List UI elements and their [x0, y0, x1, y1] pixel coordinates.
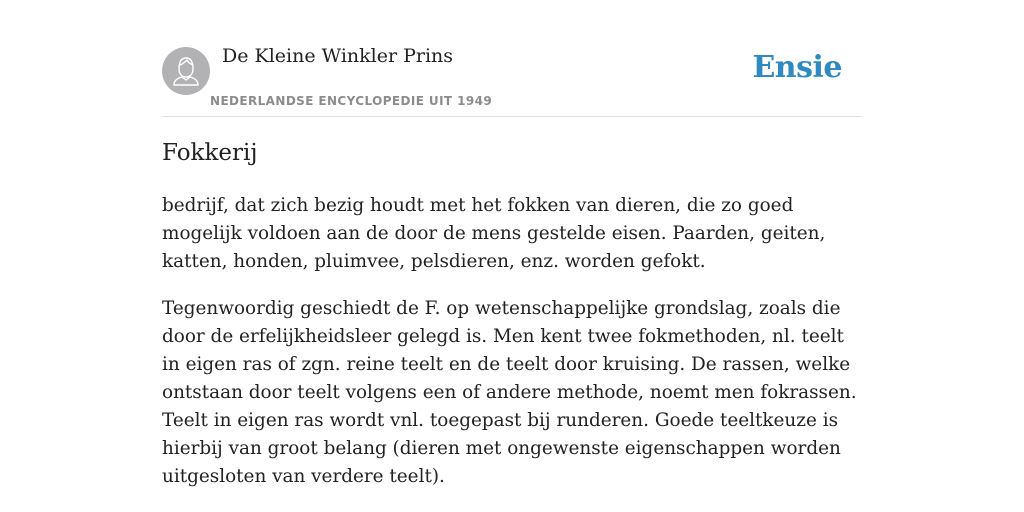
article-paragraph: bedrijf, dat zich bezig houdt met het fokken van dieren, die zo goed mogelijk voldoen aan de door de mens gestelde eisen. Paarden, geiten, katten, honden, pluimvee, pelsdieren, enz. worden gefokt.	[162, 195, 826, 272]
article-body	[162, 192, 862, 510]
article-paragraph: Tegenwoordig geschiedt de F. op wetenschappelijke grondslag, zoals die door de erfelijkheidsleer gelegd is. Men kent twee fokmethoden, nl. teelt in eigen ras of zgn. reine teelt en de teelt door kruising. De rassen, welke ontstaan door teelt volgens een of andere methode, noemt men fokrassen. Teelt in eigen ras wordt vnl. toegepast bij runderen. Goede teeltkeuze is hierbij van groot belang (dieren met ongewenste eigenschappen worden uitgesloten van verdere teelt).	[162, 298, 857, 487]
user-icon	[162, 47, 210, 95]
brand-logo[interactable]: Ensie	[752, 50, 842, 85]
header	[162, 0, 862, 117]
article-title: Fokkerij	[162, 140, 258, 166]
encyclopedia-subtitle: NEDERLANDSE ENCYCLOPEDIE UIT 1949	[210, 94, 493, 108]
author-name[interactable]: De Kleine Winkler Prins	[222, 45, 454, 67]
avatar[interactable]	[162, 47, 210, 95]
page-container	[162, 0, 862, 487]
